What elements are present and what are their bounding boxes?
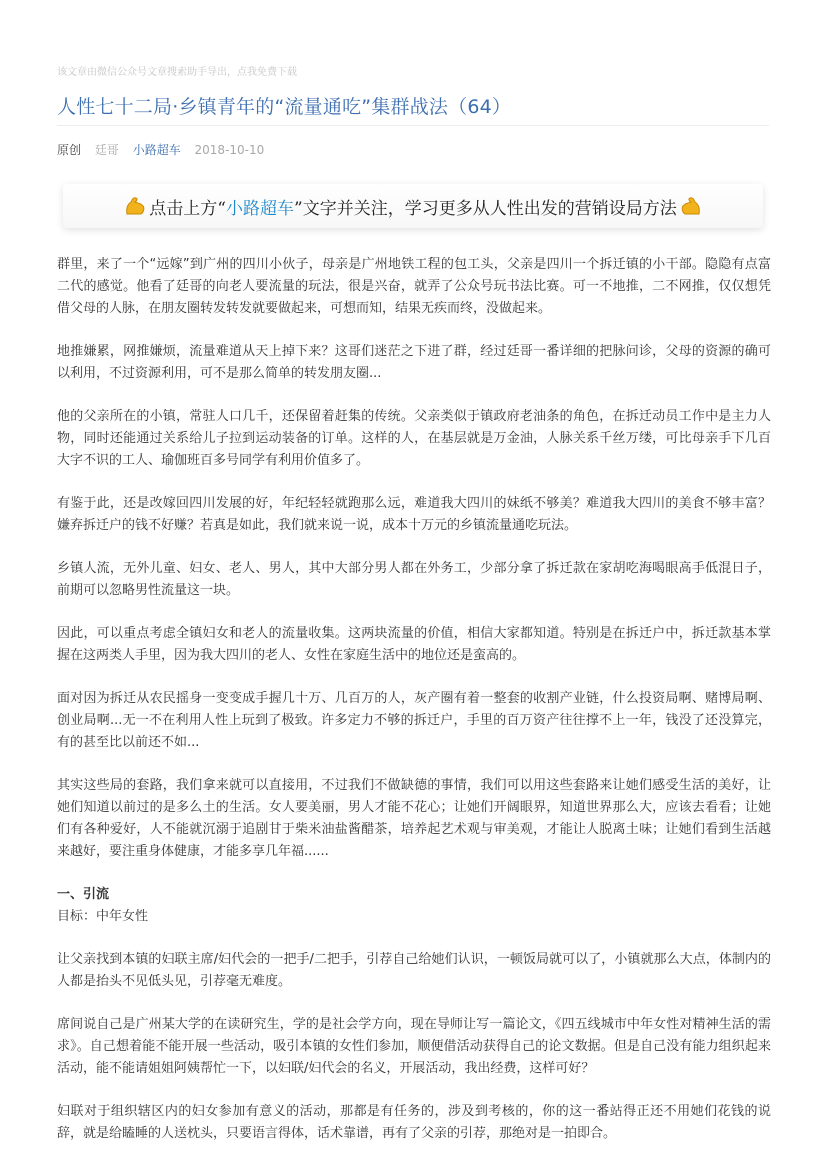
publish-date: 2018-10-10 <box>194 143 265 157</box>
banner-account-name[interactable]: 小路超车 <box>226 198 294 219</box>
paragraph: 面对因为拆迁从农民摇身一变变成手握几十万、几百万的人，灰产圈有着一整套的收割产业链，什么投资局啊、赌博局啊、创业局啊...无一不在利用人性上玩到了极致。许多定力不够的拆迁户，手里的百万资产往往撑不上一年，钱没了还没算完，有的甚至比以前还不如... <box>57 691 771 750</box>
paragraph: 妇联对于组织辖区内的妇女参加有意义的活动，那都是有任务的，涉及到考核的，你的这一番站得正还不用她们花钱的说辞，就是给瞌睡的人送枕头，只要语言得体，话术靠谱，再有了父亲的引荐，那绝对是一拍即合。 <box>57 1104 771 1141</box>
paragraph: 让父亲找到本镇的妇联主席/妇代会的一把手/二把手，引荐自己给她们认识，一顿饭局就可以了，小镇就那么大点，体制内的人都是抬头不见低头见，引荐毫无难度。 <box>57 952 771 989</box>
follow-banner <box>63 184 763 228</box>
paragraph: 席间说自己是广州某大学的在读研究生，学的是社会学方向，现在导师让写一篇论文，《四五线城市中年女性对精神生活的需求》。自己想着能不能开展一些活动，吸引本镇的女性们参加，顺便借活动获得自己的论文数据。但是自己没有能力组织起来活动，能不能请姐姐阿姨帮忙一下，以妇联/妇代会的名义，开展活动，我出经费，这样可好？ <box>57 1017 771 1076</box>
paragraph: 有鉴于此，还是改嫁回四川发展的好，年纪轻轻就跑那么远，难道我大四川的妹纸不够美？难道我大四川的美食不够丰富？嫌弃拆迁户的钱不好赚？若真是如此，我们就来说一说，成本十万元的乡镇流量通吃玩法。 <box>57 496 771 533</box>
section-target: 目标：中年女性 <box>57 909 149 924</box>
paragraph: 乡镇人流，无外儿童、妇女、老人、男人，其中大部分男人都在外务工，少部分拿了拆迁款在家胡吃海喝眼高手低混日子，前期可以忽略男性流量这一块。 <box>57 561 771 598</box>
banner-suffix: ”文字并关注，学习更多从人性出发的营销设局方法 <box>294 198 677 219</box>
paragraph: 群里，来了一个“远嫁”到广州的四川小伙子，母亲是广州地铁工程的包工头，父亲是四川一个拆迁镇的小干部。隐隐有点富二代的感觉。他看了廷哥的向老人要流量的玩法，很是兴奋，就弄了公众号玩书法比赛。可一不地推，二不网推，仅仅想凭借父母的人脉，在朋友圈转发转发就要做起来，可想而知，结果无疾而终，没做起来。 <box>57 257 771 316</box>
article-meta <box>57 141 274 158</box>
original-label: 原创 <box>57 143 82 157</box>
paragraph: 他的父亲所在的小镇，常驻人口几千，还保留着赶集的传统。父亲类似于镇政府老油条的角色，在拆迁动员工作中是主力人物，同时还能通过关系给儿子拉到运动装备的订单。这样的人，在基层就是万金油，人脉关系千丝万缕，可比母亲手下几百大字不识的工人、瑜伽班百多号同学有利用价值多了。 <box>57 409 771 468</box>
author-name: 廷哥 <box>94 143 119 157</box>
account-link[interactable]: 小路超车 <box>132 143 181 157</box>
paragraph: 因此，可以重点考虑全镇妇女和老人的流量收集。这两块流量的价值，相信大家都知道。特别是在拆迁户中，拆迁款基本掌握在这两类人手里，因为我大四川的老人、女性在家庭生活中的地位还是蛮高的。 <box>57 626 771 663</box>
banner-prefix: 点击上方“ <box>149 198 226 219</box>
title-divider <box>57 125 769 126</box>
article-body <box>57 254 771 1166</box>
section-heading: 一、引流 <box>57 887 110 902</box>
flexed-biceps-icon <box>123 195 147 217</box>
article-title: 人性七十二局·乡镇青年的“流量通吃”集群战法（64） <box>57 96 512 118</box>
paragraph: 地推嫌累，网推嫌烦，流量难道从天上掉下来？这哥们迷茫之下进了群，经过廷哥一番详细的把脉问诊，父母的资源的确可以利用，不过资源利用，可不是那么简单的转发朋友圈... <box>57 344 771 381</box>
paragraph: 其实这些局的套路，我们拿来就可以直接用，不过我们不做缺德的事情，我们可以用这些套路来让她们感受生活的美好，让她们知道以前过的是多么土的生活。女人要美丽，男人才能不花心；让她们开阔眼界，知道世界那么大，应该去看看；让她们有各种爱好，人不能就沉溺于追剧甘于柴米油盐酱醋茶，培养起艺术观与审美观，才能让人脱离土味；让她们看到生活越来越好，要注重身体健康，才能多享几年福...... <box>57 778 771 859</box>
export-notice[interactable]: 该文章由微信公众号文章搜索助手导出，点我免费下载 <box>57 67 297 78</box>
flexed-biceps-icon <box>679 195 703 217</box>
